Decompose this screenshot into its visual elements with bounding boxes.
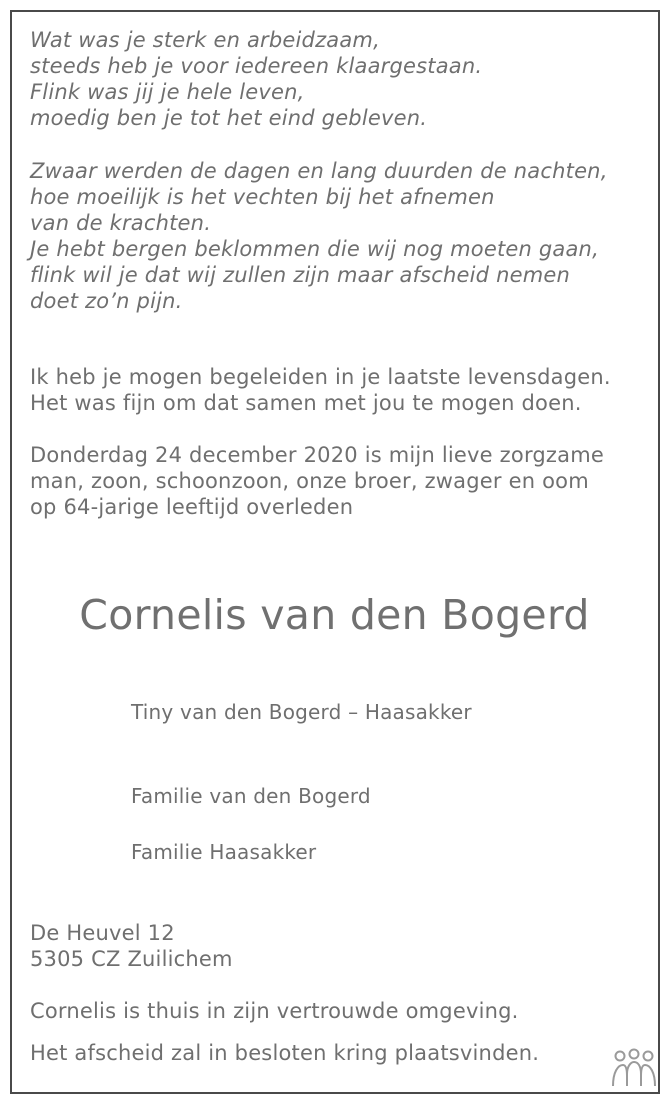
poem-line: doet zo’n pijn. [30,289,183,313]
poem-line: van de krachten. [30,211,212,235]
poem-line: Flink was jij je hele leven, [30,80,305,104]
announcement-line: op 64-jarige leeftijd overleden [30,495,354,519]
note-funeral: Het afscheid zal in besloten kring plaatsvinden. [30,1041,540,1065]
address-street: De Heuvel 12 [30,921,175,945]
poem-line: Wat was je sterk en arbeidzaam, [30,28,380,52]
announcement-line: Donderdag 24 december 2020 is mijn lieve zorgzame [30,443,605,467]
poem-line: Je hebt bergen beklommen die wij nog moeten gaan, [30,237,599,261]
poem-line: moedig ben je tot het eind gebleven. [30,106,428,130]
people-group-icon [610,1046,658,1090]
announcement-line: man, zoon, schoonzoon, onze broer, zwager en oom [30,469,589,493]
deceased-name: Cornelis van den Bogerd [79,591,590,639]
signatory-spouse: Tiny van den Bogerd – Haasakker [131,700,472,724]
signatory-family: Familie van den Bogerd [131,784,371,808]
signatory-family: Familie Haasakker [131,840,317,864]
note-home: Cornelis is thuis in zijn vertrouwde omgeving. [30,999,519,1023]
poem-line: flink wil je dat wij zullen zijn maar afscheid nemen [30,263,571,287]
address-city: 5305 CZ Zuilichem [30,947,233,971]
poem-line: hoe moeilijk is het vechten bij het afnemen [30,185,495,209]
poem-line: steeds heb je voor iedereen klaargestaan. [30,54,483,78]
poem-line: Zwaar werden de dagen en lang duurden de nachten, [30,159,608,183]
intro-line: Ik heb je mogen begeleiden in je laatste levensdagen. [30,365,611,389]
intro-line: Het was fijn om dat samen met jou te mogen doen. [30,391,582,415]
